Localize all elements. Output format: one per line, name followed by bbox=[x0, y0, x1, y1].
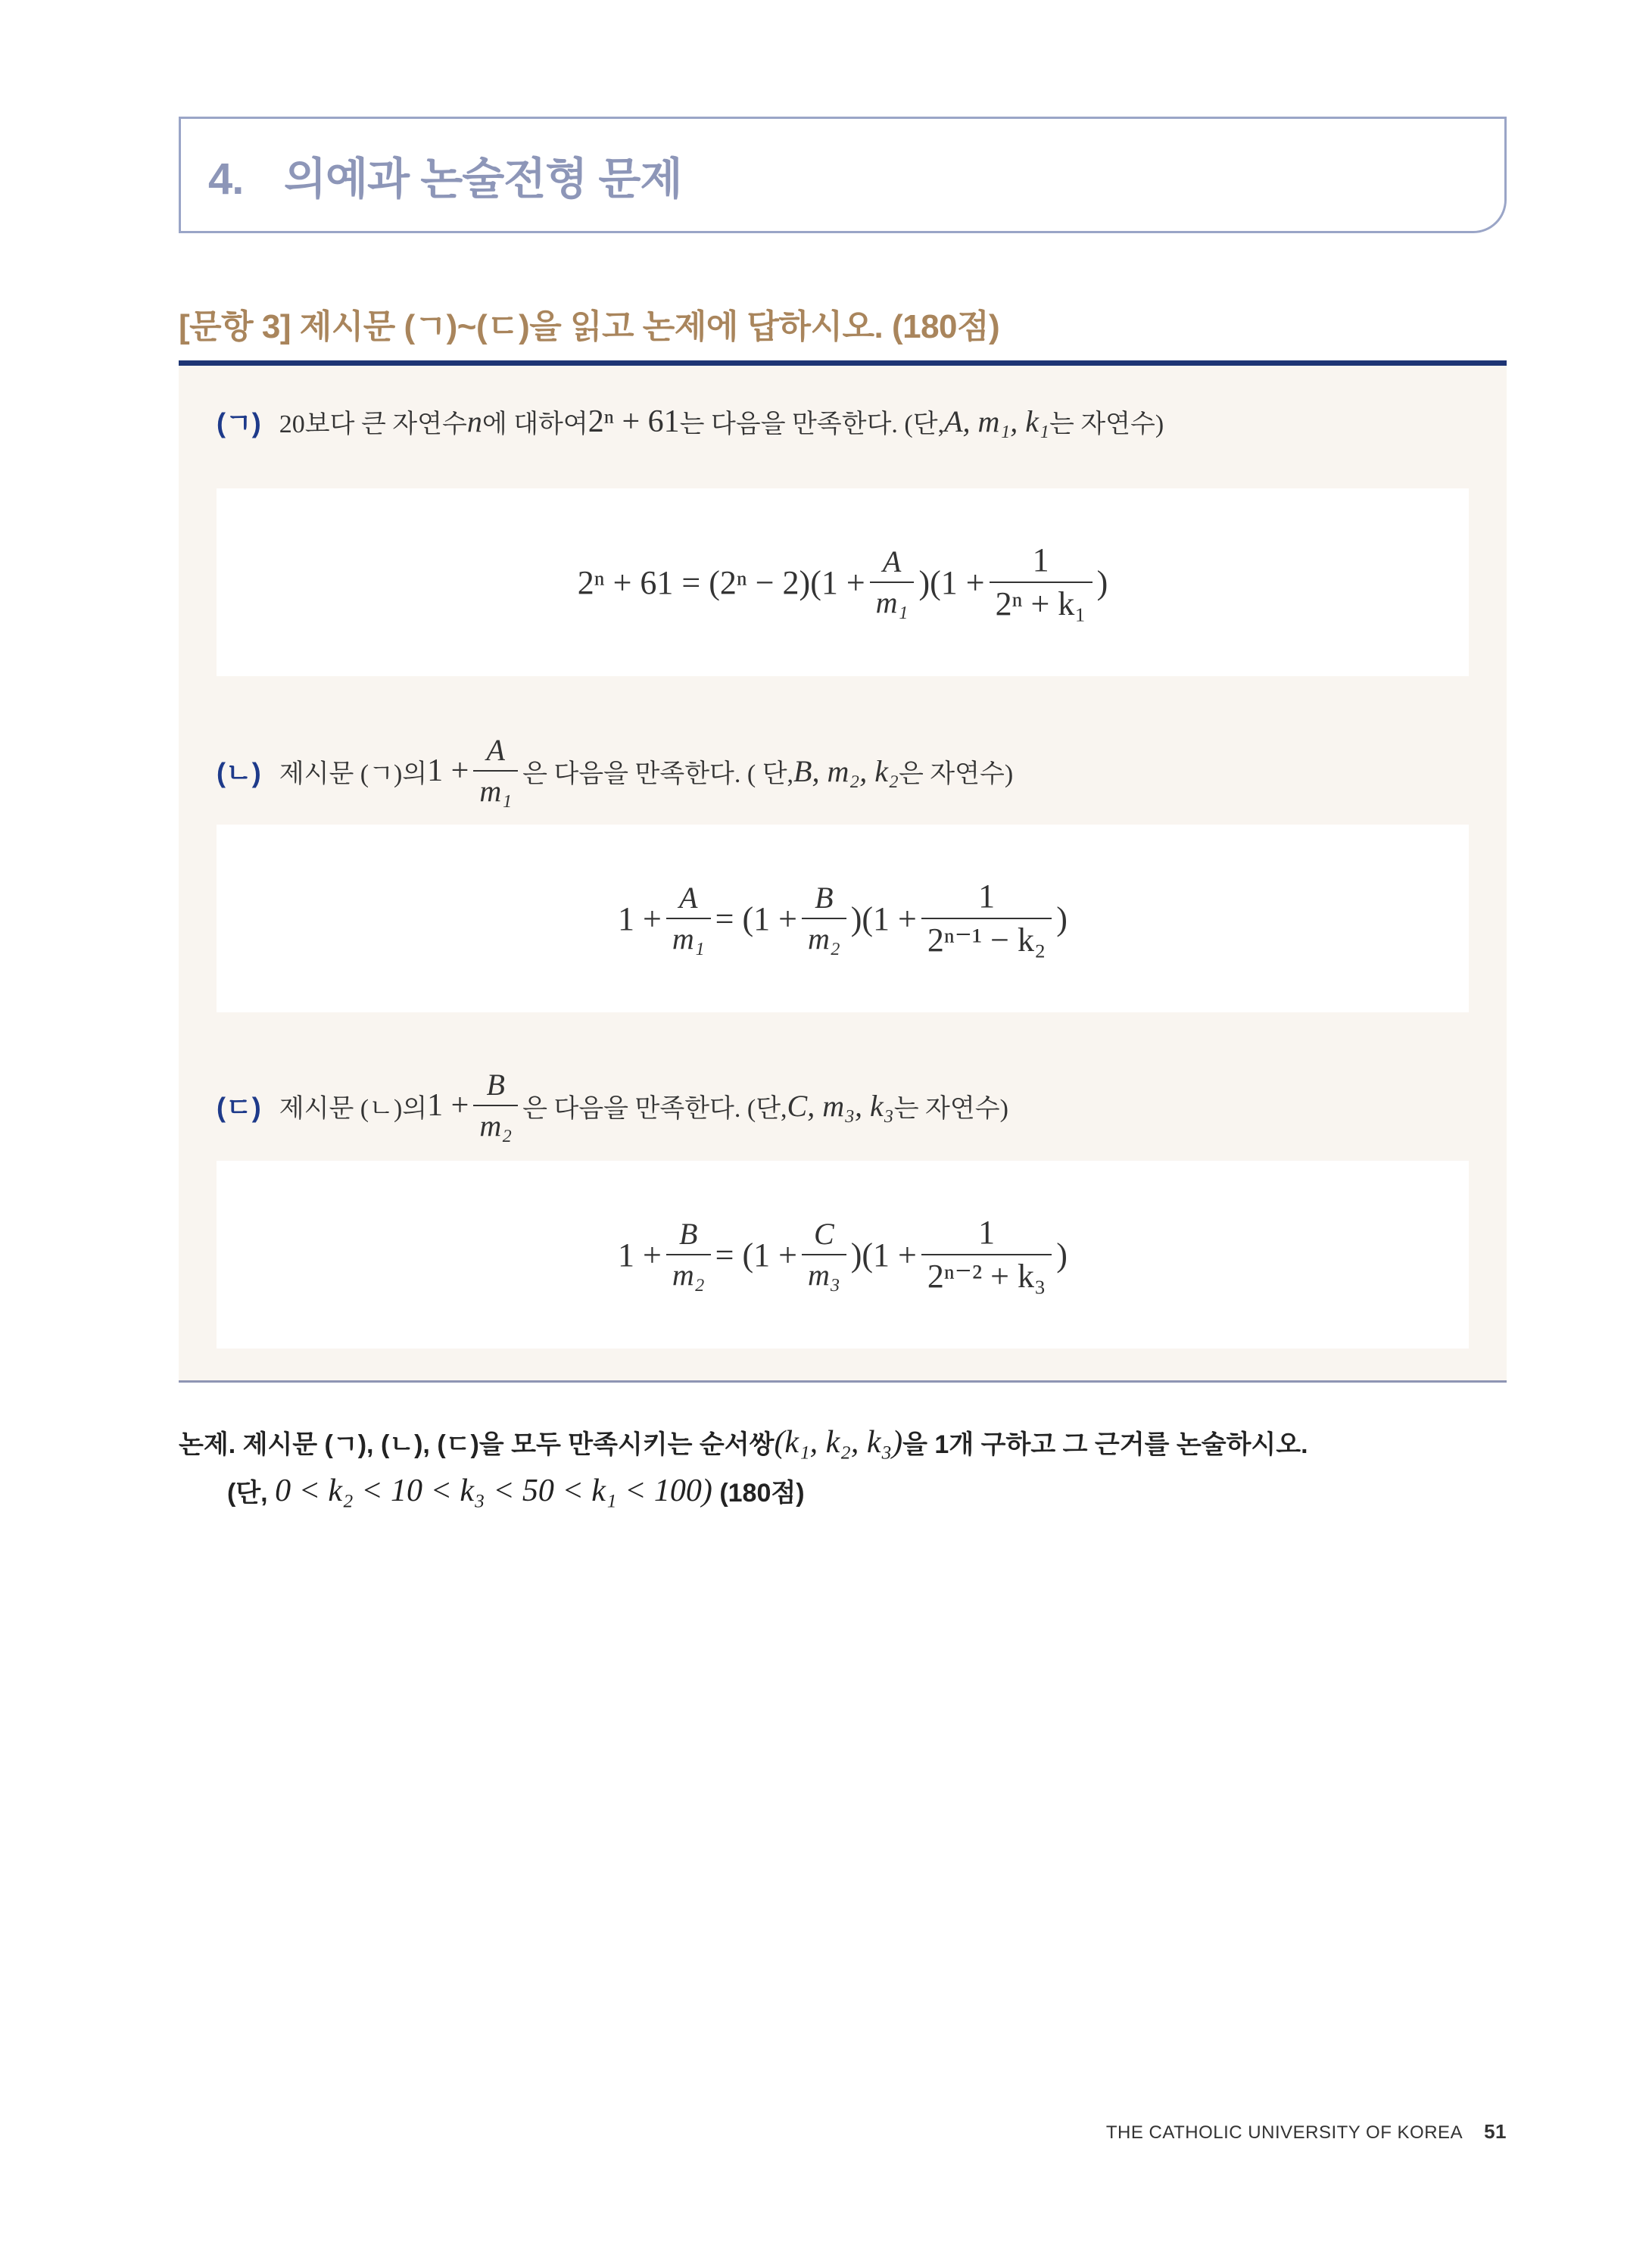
eq2-mid0: = (1 + bbox=[715, 900, 797, 937]
eq3-f1-num: C bbox=[813, 1217, 834, 1251]
essay-line1-a: 논제. 제시문 (ㄱ), (ㄴ), (ㄷ)을 모두 만족시키는 순서쌍 bbox=[179, 1430, 775, 1459]
eq2-end: ) bbox=[1056, 900, 1068, 937]
passage-1-var: n bbox=[466, 404, 482, 438]
passage-1-equation bbox=[217, 488, 1469, 676]
eq1-f2-num: 1 bbox=[1032, 541, 1049, 578]
eq2-fraction-1 bbox=[802, 881, 846, 956]
eq2-fraction-2 bbox=[921, 878, 1052, 959]
essay-prompt-line-1 bbox=[179, 1423, 1308, 1461]
passage-1-expr: 2ⁿ + 61 bbox=[588, 404, 680, 439]
passage-3-text-a: 제시문 (ㄴ)의 bbox=[279, 1094, 428, 1123]
passage-3-equation-box bbox=[217, 1161, 1469, 1349]
eq3-f2-num: 1 bbox=[978, 1213, 996, 1251]
section-header bbox=[179, 117, 1507, 233]
passage-1-text-d: 는 자연수) bbox=[1049, 410, 1164, 438]
passage-1-equation-box bbox=[217, 488, 1469, 676]
eq1-f1-den: m₁ bbox=[870, 582, 915, 619]
eq3-mid: )(1 + bbox=[850, 1236, 917, 1274]
eq2-f0-num: A bbox=[679, 881, 698, 915]
passage-3-frac-num: B bbox=[486, 1068, 505, 1102]
passage-2-label: (ㄴ) bbox=[217, 756, 261, 788]
passage-3-equation bbox=[217, 1161, 1469, 1349]
essay-line2-b: (180점) bbox=[719, 1479, 805, 1508]
passage-2-frac-num: A bbox=[486, 733, 505, 767]
essay-prompt-line-2 bbox=[227, 1472, 805, 1509]
passage-1-text-b: 에 대하여 bbox=[482, 410, 588, 438]
passage-2-line bbox=[217, 734, 1013, 808]
essay-line2-a: (단, bbox=[227, 1479, 268, 1508]
passage-2-text-c: 은 자연수) bbox=[898, 759, 1014, 788]
essay-line1-b: 을 1개 구하고 그 근거를 논술하시오. bbox=[902, 1430, 1308, 1459]
footer bbox=[1106, 2120, 1507, 2144]
passage-1-line bbox=[217, 402, 1164, 441]
passage-2-equation bbox=[217, 825, 1469, 1012]
question-panel bbox=[179, 360, 1507, 1383]
passage-3-text-b: 은 다음을 만족한다. (단, bbox=[522, 1094, 787, 1123]
eq1-lhs: 2ⁿ + 61 = (2ⁿ − 2)(1 + bbox=[577, 563, 865, 601]
eq3-fraction-0 bbox=[666, 1218, 711, 1292]
passage-2-text-a: 제시문 (ㄱ)의 bbox=[279, 759, 428, 788]
section-title bbox=[208, 143, 681, 207]
eq1-mid: )(1 + bbox=[918, 563, 985, 601]
essay-line2-math: 0 < k₂ < 10 < k₃ < 50 < k₁ < 100) bbox=[275, 1473, 712, 1508]
passage-1-text-c: 는 다음을 만족한다. (단, bbox=[679, 410, 945, 438]
eq1-fraction-1 bbox=[870, 545, 915, 619]
eq3-end: ) bbox=[1056, 1236, 1068, 1274]
passage-1-text-a: 20보다 큰 자연수 bbox=[279, 410, 467, 438]
passage-2-text-b: 은 다음을 만족한다. ( 단, bbox=[522, 759, 794, 788]
passage-3-frac-den: m₂ bbox=[473, 1105, 518, 1143]
eq3-f0-den: m₂ bbox=[666, 1254, 711, 1292]
eq2-f1-num: B bbox=[815, 881, 834, 915]
passage-1-vars: A, m₁, k₁ bbox=[944, 404, 1049, 438]
footer-university: THE CATHOLIC UNIVERSITY OF KOREA bbox=[1105, 2122, 1463, 2143]
eq1-f2-den: 2ⁿ + k₁ bbox=[990, 582, 1093, 622]
eq3-lhs: 1 + bbox=[618, 1236, 662, 1274]
eq3-f0-num: B bbox=[679, 1217, 698, 1251]
passage-3-fraction bbox=[473, 1068, 518, 1143]
eq3-mid0: = (1 + bbox=[715, 1236, 797, 1274]
passage-2-frac-den: m₁ bbox=[473, 770, 518, 808]
passage-2-fraction bbox=[473, 734, 518, 808]
passage-3-vars: C, m₃, k₃ bbox=[787, 1088, 894, 1123]
eq2-f2-num: 1 bbox=[978, 877, 996, 915]
eq2-fraction-0 bbox=[666, 881, 711, 956]
passage-2-equation-box bbox=[217, 825, 1469, 1012]
eq3-f1-den: m₃ bbox=[802, 1254, 846, 1292]
passage-3-text-c: 는 자연수) bbox=[893, 1094, 1008, 1123]
eq1-f1-num: A bbox=[882, 544, 902, 578]
section-number: 4. bbox=[208, 154, 244, 204]
passage-2-vars: B, m₂, k₂ bbox=[793, 753, 899, 788]
passage-3-pre: 1 + bbox=[427, 1088, 469, 1123]
eq2-f1-den: m₂ bbox=[802, 918, 846, 956]
passage-3-label: (ㄷ) bbox=[217, 1091, 261, 1123]
passage-3-line bbox=[217, 1068, 1008, 1143]
section-title-text: 의예과 논술전형 문제 bbox=[284, 154, 682, 204]
question-title: [문항 3] 제시문 (ㄱ)~(ㄷ)을 읽고 논제에 답하시오. (180점) bbox=[179, 308, 1000, 345]
eq3-fraction-2 bbox=[921, 1215, 1052, 1296]
eq2-f2-den: 2ⁿ⁻¹ − k₂ bbox=[921, 918, 1052, 959]
passage-2-pre: 1 + bbox=[427, 753, 469, 788]
passage-1-label: (ㄱ) bbox=[217, 407, 261, 438]
eq3-fraction-1 bbox=[802, 1218, 846, 1292]
eq2-lhs: 1 + bbox=[618, 900, 662, 937]
page-number: 51 bbox=[1484, 2120, 1507, 2143]
eq1-end: ) bbox=[1096, 563, 1108, 601]
eq1-fraction-2 bbox=[990, 542, 1093, 623]
eq3-f2-den: 2ⁿ⁻² + k₃ bbox=[921, 1254, 1052, 1295]
essay-line1-math: (k₁, k₂, k₃) bbox=[774, 1424, 903, 1460]
eq2-mid: )(1 + bbox=[850, 900, 917, 937]
eq2-f0-den: m₁ bbox=[666, 918, 711, 956]
